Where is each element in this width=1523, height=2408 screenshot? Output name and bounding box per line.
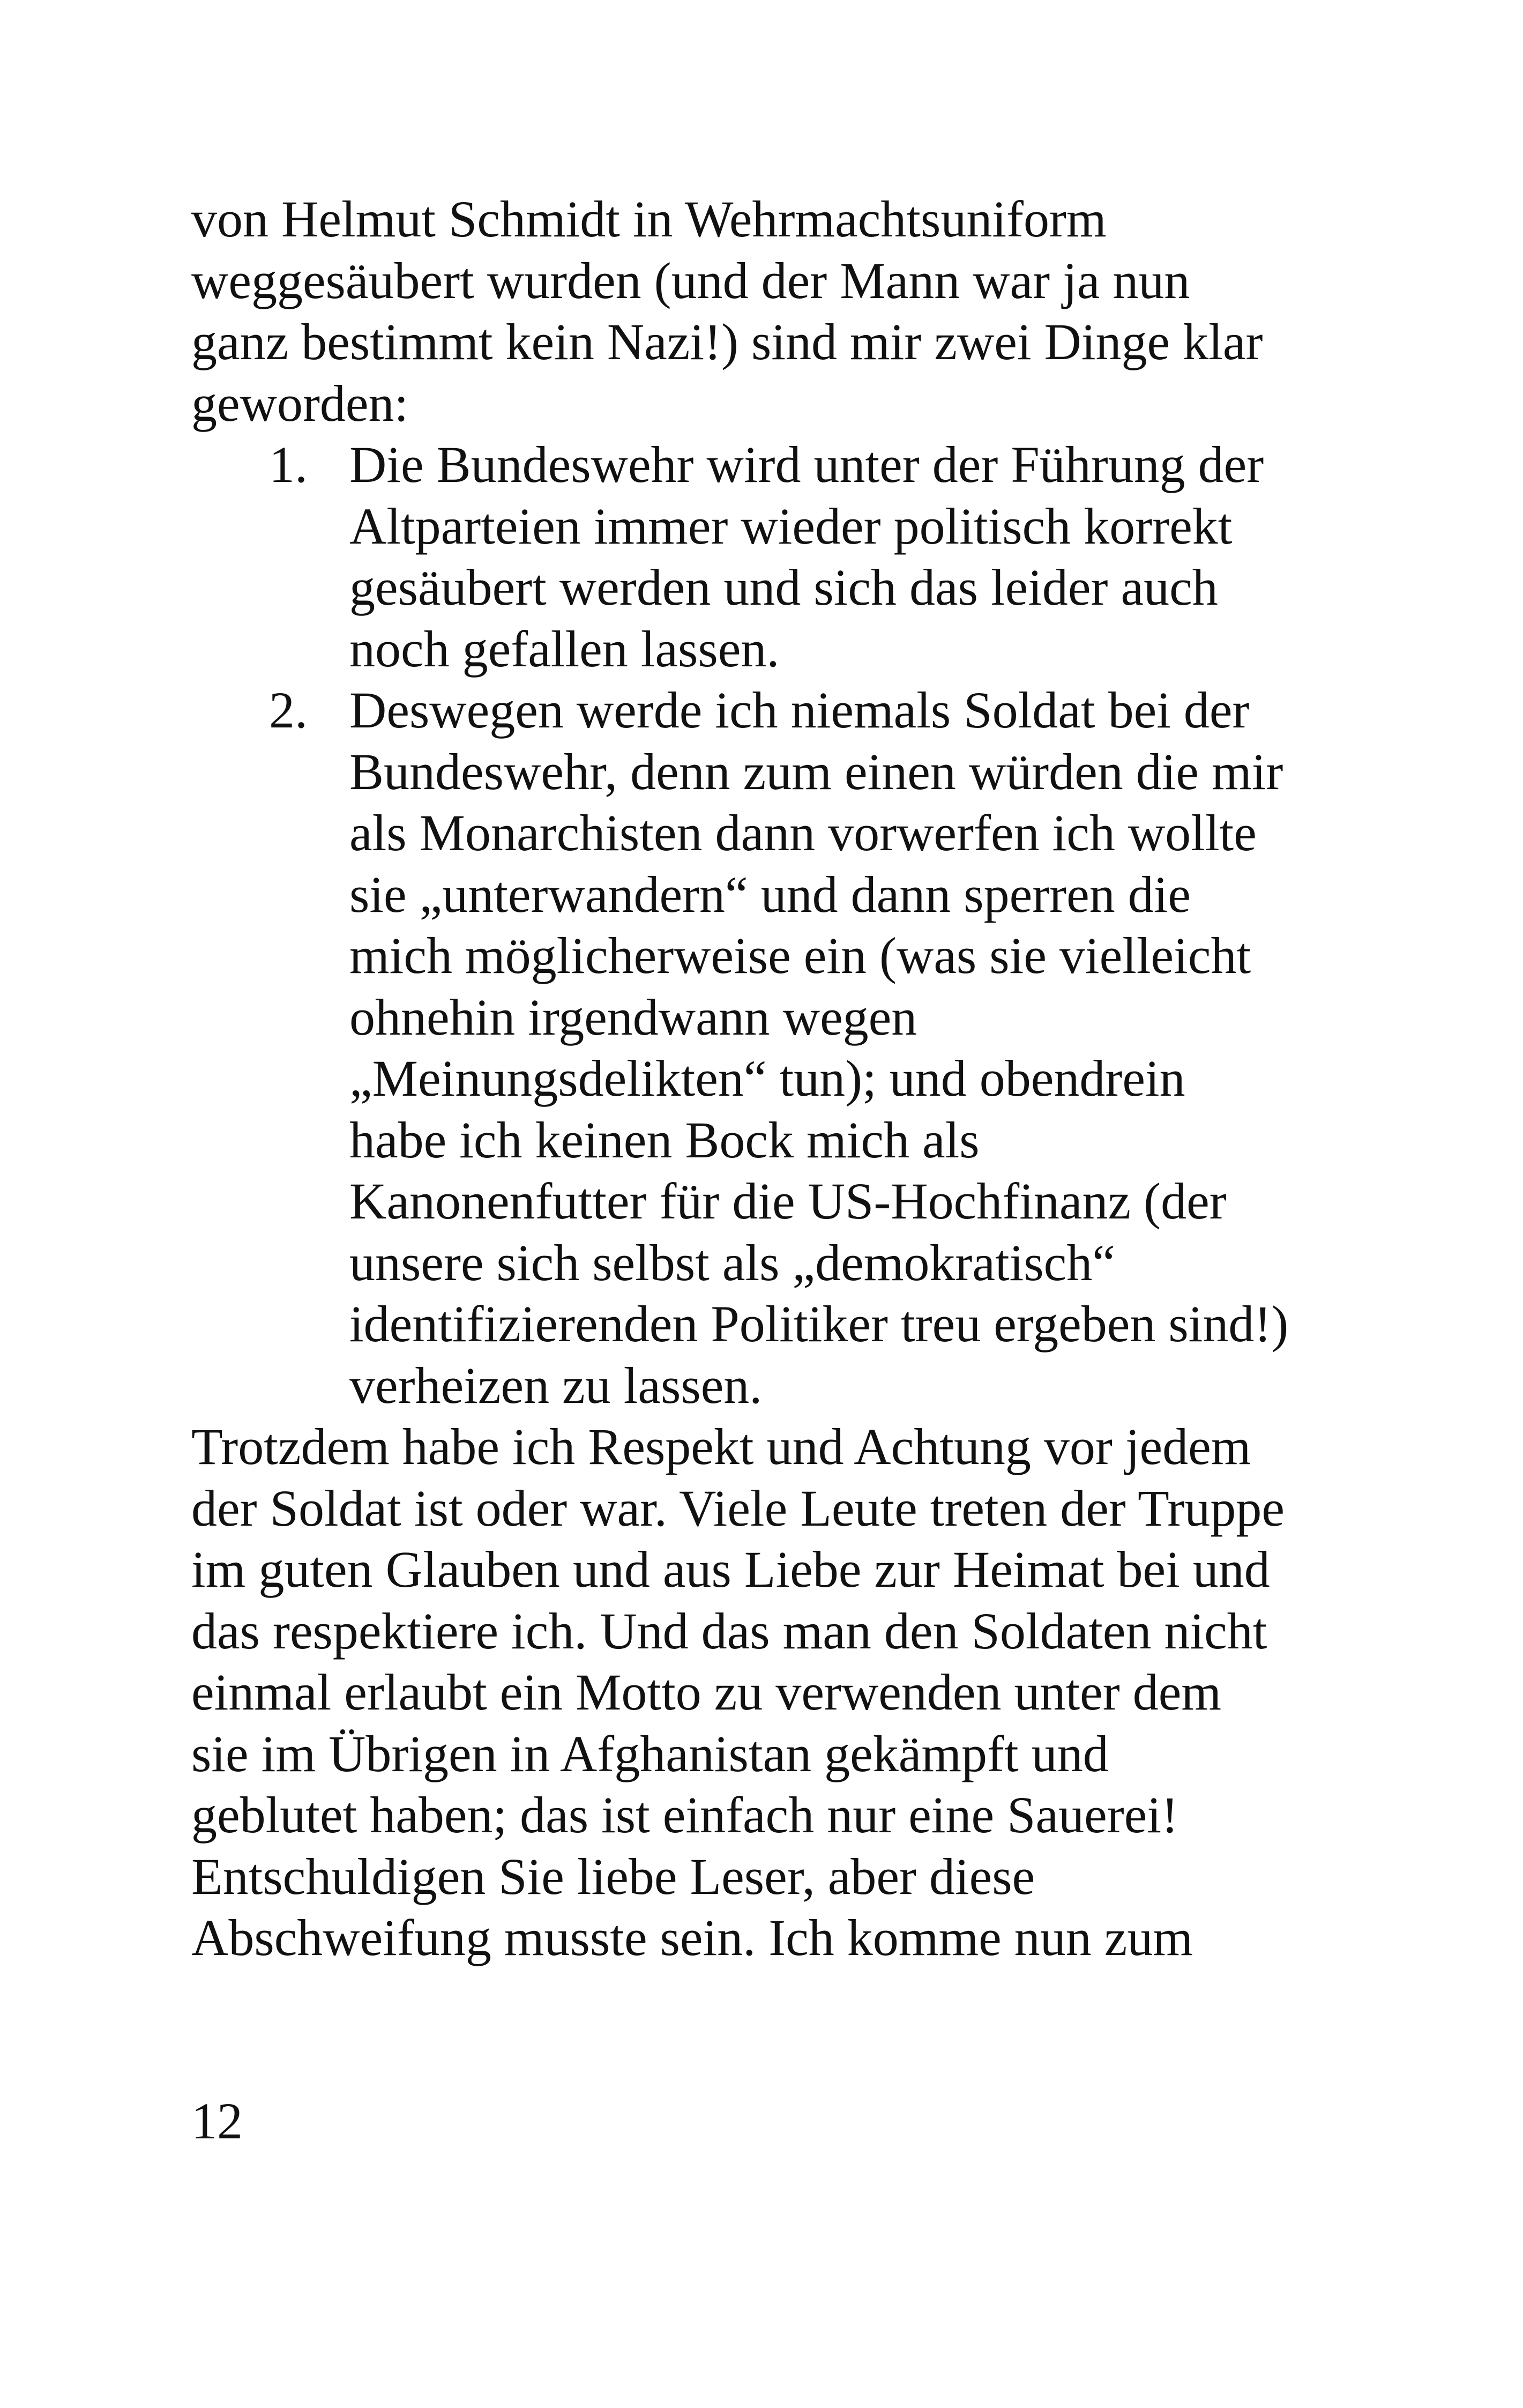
text-line: von Helmut Schmidt in Wehrmachtsuniform [191,190,1107,248]
list-item-2 [191,680,1402,1416]
text-line: verheizen zu lassen. [349,1356,763,1414]
text-line: unsere sich selbst als „demokratisch“ [349,1233,1115,1291]
numbered-list [191,434,1402,1416]
text-line: identifizierenden Politiker treu ergeben sind!) [349,1295,1289,1352]
page-number: 12 [191,2092,243,2150]
text-line: sie im Übrigen in Afghanistan gekämpft und [191,1725,1109,1782]
text-line: gesäubert werden und sich das leider auch [349,559,1218,616]
text-line: geworden: [191,374,409,432]
closing-paragraph [191,1416,1402,1969]
text-line: noch gefallen lassen. [349,620,780,678]
text-line: ohnehin irgendwann wegen [349,988,917,1046]
text-line: Die Bundeswehr wird unter der Führung der [349,436,1264,493]
page-body-text [191,189,1402,1969]
text-line: als Monarchisten dann vorwerfen ich wollte [349,804,1257,861]
text-line: Altparteien immer wieder politisch korrekt [349,497,1233,555]
text-line: einmal erlaubt ein Motto zu verwenden unter dem [191,1663,1222,1721]
text-line: Bundeswehr, denn zum einen würden die mir [349,742,1283,800]
text-line: mich möglicherweise ein (was sie vielleicht [349,927,1251,984]
text-line: Abschweifung musste sein. Ich komme nun zum [191,1909,1193,1966]
list-number: 1. [269,436,308,493]
intro-paragraph [191,189,1402,434]
text-line: Kanonenfutter für die US-Hochfinanz (der [349,1172,1227,1230]
list-number: 2. [269,681,308,739]
text-line: der Soldat ist oder war. Viele Leute treten der Truppe [191,1479,1285,1537]
list-item-1 [191,434,1402,680]
text-line: sie „unterwandern“ und dann sperren die [349,865,1191,923]
text-line: im guten Glauben und aus Liebe zur Heimat bei und [191,1541,1270,1598]
text-line: Entschuldigen Sie liebe Leser, aber diese [191,1847,1035,1905]
text-line: habe ich keinen Bock mich als [349,1111,980,1169]
text-line: „Meinungsdelikten“ tun); und obendrein [349,1050,1185,1107]
text-line: das respektiere ich. Und das man den Soldaten nicht [191,1602,1267,1660]
text-line: geblutet haben; das ist einfach nur eine Sauerei! [191,1786,1178,1844]
text-line: ganz bestimmt kein Nazi!) sind mir zwei Dinge klar [191,313,1263,370]
text-line: Deswegen werde ich niemals Soldat bei der [349,681,1250,739]
text-line: Trotzdem habe ich Respekt und Achtung vor jedem [191,1418,1251,1475]
text-line: weggesäubert wurden (und der Mann war ja nun [191,251,1190,309]
